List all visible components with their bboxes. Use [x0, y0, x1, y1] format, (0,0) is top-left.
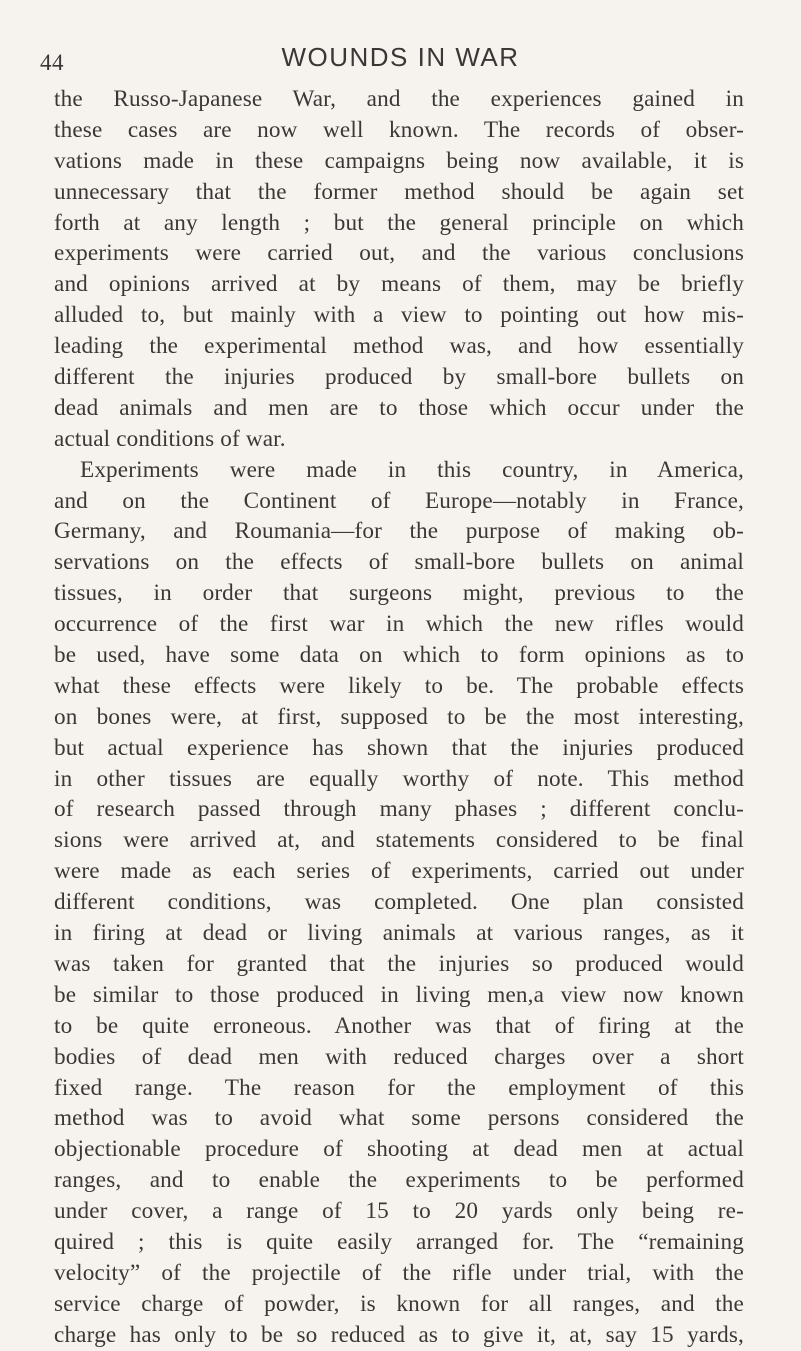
text-line: bodies of dead men with reduced charges over a short [54, 1043, 744, 1070]
text-line: experiments were carried out, and the various conclusions [54, 240, 744, 267]
text-line: service charge of powder, is known for all ranges, and the [54, 1290, 744, 1317]
text-line: forth at any length ; but the general principle on which [54, 209, 744, 236]
running-title: WOUNDS IN WAR [281, 42, 520, 72]
text-line: what these effects were likely to be. The probable effects [54, 672, 744, 699]
text-line: but actual experience has shown that the injuries produced [54, 734, 744, 761]
text-line: in firing at dead or living animals at various ranges, as it [54, 920, 744, 947]
text-line: method was to avoid what some persons considered the [54, 1105, 744, 1132]
text-line: the Russo-Japanese War, and the experiences gained in [54, 86, 744, 112]
text-line: on bones were, at first, supposed to be the most interesting, [54, 703, 744, 730]
text-line: different conditions, was completed. One plan consisted [54, 889, 744, 916]
text-line: was taken for granted that the injuries so produced would [54, 950, 744, 977]
text-line: charge has only to be so reduced as to give it, at, say 15 yards, [54, 1321, 744, 1348]
text-line: be similar to those produced in living men,a view now known [54, 981, 744, 1008]
text-line: servations on the effects of small-bore bullets on animal [54, 549, 744, 576]
text-line: vations made in these campaigns being now available, it is [54, 147, 744, 174]
text-line: occurrence of the first war in which the new rifles would [54, 611, 744, 638]
text-line: these cases are now well known. The records of obser- [54, 116, 744, 143]
text-line: of research passed through many phases ; different conclu- [54, 796, 744, 823]
text-line: velocity” of the projectile of the rifle under trial, with the [54, 1259, 744, 1286]
page-number: 44 [40, 50, 64, 75]
text-line: quired ; this is quite easily arranged for. The “remaining [54, 1228, 744, 1255]
text-line: ranges, and to enable the experiments to be performed [54, 1167, 744, 1194]
body-text [54, 84, 744, 1351]
text-line: alluded to, but mainly with a view to pointing out how mis- [54, 302, 744, 329]
text-line: fixed range. The reason for the employment of this [54, 1074, 744, 1101]
text-line: unnecessary that the former method should be again set [54, 178, 744, 205]
text-line: under cover, a range of 15 to 20 yards only being re- [54, 1198, 744, 1225]
text-line: in other tissues are equally worthy of note. This method [54, 765, 744, 792]
running-head [0, 42, 801, 76]
paragraph-end-line: actual conditions of war. [54, 425, 286, 452]
text-line: and opinions arrived at by means of them, may be briefly [54, 271, 744, 298]
text-line: dead animals and men are to those which occur under the [54, 394, 744, 421]
text-line: different the injuries produced by small-bore bullets on [54, 364, 744, 391]
text-line: were made as each series of experiments, carried out under [54, 858, 744, 885]
text-line: tissues, in order that surgeons might, previous to the [54, 580, 744, 607]
text-line: leading the experimental method was, and how essentially [54, 333, 744, 360]
text-line: and on the Continent of Europe—notably in France, [54, 487, 744, 514]
paragraph-start-line: Experiments were made in this country, in America, [80, 456, 744, 483]
text-line: sions were arrived at, and statements considered to be final [54, 827, 744, 854]
text-line: to be quite erroneous. Another was that of firing at the [54, 1012, 744, 1039]
text-line: objectionable procedure of shooting at dead men at actual [54, 1136, 744, 1163]
text-line: Germany, and Roumania—for the purpose of making ob- [54, 518, 744, 545]
text-line: be used, have some data on which to form opinions as to [54, 642, 744, 669]
